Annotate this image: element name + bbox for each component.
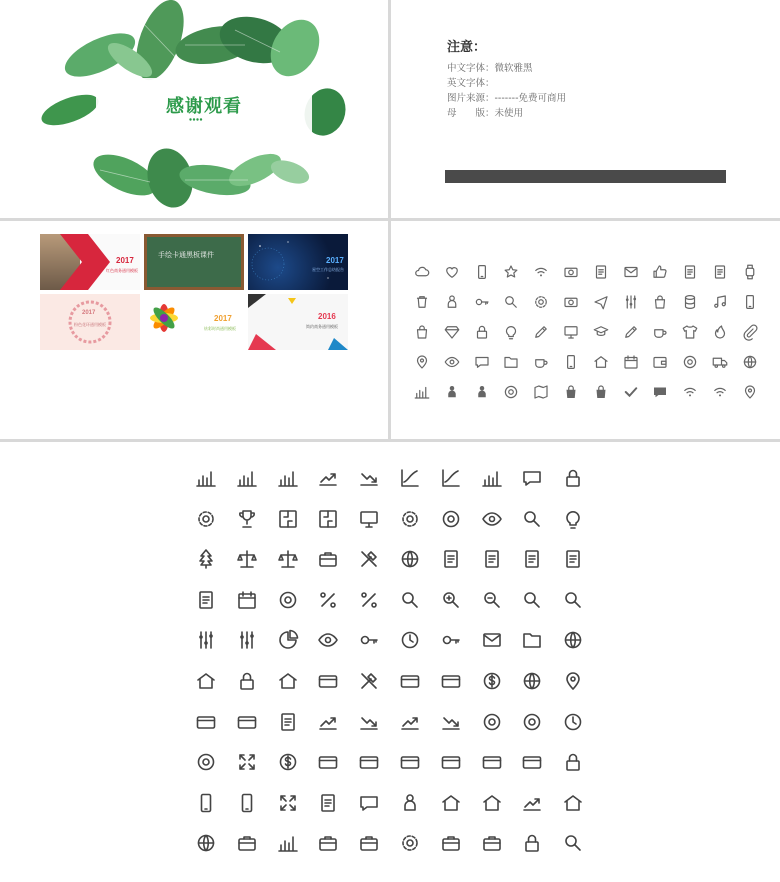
bar-circle-icon — [480, 466, 504, 490]
thumb-subtitle: 手绘卡通黑板课件 — [158, 251, 214, 259]
document-check-icon — [316, 791, 340, 815]
video-camera-icon — [562, 263, 580, 281]
title-dots-decoration — [189, 118, 203, 121]
math-icon — [235, 628, 259, 652]
pencil-icon — [532, 323, 550, 341]
briefcase-globe-icon — [194, 831, 218, 855]
money-icon — [316, 750, 340, 774]
wallet-icon — [651, 353, 669, 371]
briefcase-bars-icon — [276, 831, 300, 855]
thumb-triangle-shapes — [248, 294, 348, 350]
inbox-icon — [502, 353, 520, 371]
info-circle-icon — [276, 588, 300, 612]
coins-up-icon — [316, 710, 340, 734]
satellite-dish-icon — [532, 263, 550, 281]
key-dollar-icon — [439, 628, 463, 652]
sliders-icon — [622, 293, 640, 311]
zoom-in-icon — [439, 588, 463, 612]
credit-card-icon — [357, 750, 381, 774]
mobile-pay-icon — [194, 791, 218, 815]
search-icon — [502, 293, 520, 311]
card-minus-icon — [439, 750, 463, 774]
paperclip-icon — [741, 323, 759, 341]
calculator-icon — [194, 628, 218, 652]
coins-down-icon — [357, 710, 381, 734]
signing-icon — [357, 669, 381, 693]
envelope-icon — [622, 263, 640, 281]
wifi-icon — [681, 383, 699, 401]
brush-icon — [622, 323, 640, 341]
banknotes-icon — [194, 710, 218, 734]
map-pin-icon — [413, 353, 431, 371]
thumb-year: 2017 — [326, 256, 344, 265]
bank-icon — [194, 669, 218, 693]
house-question-icon — [480, 791, 504, 815]
thumb-triangles[interactable] — [248, 294, 348, 350]
tag-icon — [651, 293, 669, 311]
map-icon — [532, 383, 550, 401]
atm-icon — [398, 669, 422, 693]
slide-notice — [391, 0, 780, 218]
folder-dollar-icon — [520, 628, 544, 652]
eye-icon — [316, 628, 340, 652]
piggy-bank-icon — [276, 669, 300, 693]
phone-icon — [562, 353, 580, 371]
fire-icon — [711, 323, 729, 341]
notice-block — [447, 36, 566, 121]
eye-dollar-icon — [480, 507, 504, 531]
music-icon — [711, 293, 729, 311]
key-icon — [473, 293, 491, 311]
thumb-petals[interactable] — [144, 294, 244, 350]
card-lock-icon — [561, 750, 585, 774]
atm-card-icon — [439, 669, 463, 693]
pie-chart-icon — [276, 628, 300, 652]
house-dollar-icon — [439, 791, 463, 815]
zoom-out-icon — [480, 588, 504, 612]
blueprint-icon — [194, 588, 218, 612]
thumb-subtitle: 星空工作总结报告 — [312, 267, 344, 272]
truck-icon — [711, 353, 729, 371]
mobile-globe-icon — [561, 628, 585, 652]
tree-chart-icon — [194, 547, 218, 571]
briefcase-dollar-icon — [357, 831, 381, 855]
expand-icon — [235, 750, 259, 774]
magnifier-dollar-icon — [520, 507, 544, 531]
notice-line-font-en: 英文字体： — [447, 78, 495, 89]
percent-plus-icon — [357, 588, 381, 612]
briefcase-list-icon — [480, 831, 504, 855]
card-cancel-icon — [480, 750, 504, 774]
cup-icon — [532, 353, 550, 371]
percent-icon — [316, 588, 340, 612]
refresh-dollar-icon — [520, 710, 544, 734]
safe-icon — [235, 669, 259, 693]
slide-icon-set-general — [391, 221, 780, 439]
tablet-icon — [473, 263, 491, 281]
eye-icon — [443, 353, 461, 371]
thumb-chalkboard[interactable] — [144, 234, 244, 290]
house-shield-icon — [561, 791, 585, 815]
puzzle-icon — [316, 507, 340, 531]
cloud-icon — [413, 263, 431, 281]
thumb-year: 2017 — [82, 310, 96, 316]
calendar-dollar-icon — [235, 588, 259, 612]
dollar-chat-icon — [357, 791, 381, 815]
diamond-icon — [443, 323, 461, 341]
decline-chart-icon — [439, 710, 463, 734]
bar-chart-icon — [194, 466, 218, 490]
notice-line-image-source: 图片来源：-------免费可商用 — [447, 93, 566, 104]
globe-dollar-icon — [520, 669, 544, 693]
growth-search-icon — [561, 588, 585, 612]
broadcast-icon — [711, 383, 729, 401]
article-icon — [711, 263, 729, 281]
star-icon — [502, 263, 520, 281]
camera-icon — [562, 293, 580, 311]
trophy-icon — [235, 507, 259, 531]
envelope-chart-icon — [480, 628, 504, 652]
calendar-icon — [622, 353, 640, 371]
receipt-icon — [276, 710, 300, 734]
disc-icon — [681, 353, 699, 371]
search-icon — [398, 588, 422, 612]
briefcase-edit-icon — [316, 831, 340, 855]
slide-icon-set-business — [0, 442, 780, 882]
chat-bubbles-icon — [651, 383, 669, 401]
user-icon — [443, 293, 461, 311]
label-icon — [413, 323, 431, 341]
trash-icon — [413, 293, 431, 311]
chart-speech-icon — [520, 466, 544, 490]
coffee-icon — [651, 323, 669, 341]
globe-grid-icon — [398, 547, 422, 571]
cash-stack-icon — [235, 710, 259, 734]
presentation-icon — [357, 507, 381, 531]
thumb-red-chevron — [60, 234, 110, 290]
tickets-icon — [592, 383, 610, 401]
clipboard-icon — [439, 547, 463, 571]
watch-icon — [741, 263, 759, 281]
tshirt-icon — [681, 323, 699, 341]
monitor-icon — [562, 323, 580, 341]
slide-template-thumbnails — [0, 221, 388, 439]
person-growth-icon — [398, 791, 422, 815]
tools-icon — [357, 547, 381, 571]
briefcase-clock-icon — [520, 831, 544, 855]
heart-icon — [443, 263, 461, 281]
scales-icon — [276, 547, 300, 571]
transfer-icon — [276, 791, 300, 815]
thumb-year: 2017 — [214, 314, 232, 323]
signal-bars-icon — [413, 383, 431, 401]
notice-bar — [445, 170, 726, 183]
house-up-icon — [520, 791, 544, 815]
thumb-year: 2017 — [116, 256, 134, 265]
signature-icon — [561, 547, 585, 571]
hourglass-dollar-icon — [398, 628, 422, 652]
invoice-icon — [480, 547, 504, 571]
hand-key-icon — [357, 628, 381, 652]
money-bag-coins-icon — [316, 669, 340, 693]
thumb-starry[interactable] — [248, 234, 348, 290]
megaphone-icon — [741, 293, 759, 311]
thank-you-title: 感谢观看 — [166, 96, 242, 117]
toolbox-icon — [316, 547, 340, 571]
thumb-subtitle: 炫彩时尚通用模板 — [204, 326, 236, 331]
shield-dollar-icon — [480, 669, 504, 693]
thumb-subtitle: 粉色花环通用模板 — [74, 322, 106, 327]
lightbulb-icon — [502, 323, 520, 341]
graduation-cap-icon — [592, 323, 610, 341]
woman-icon — [473, 383, 491, 401]
curve-chart-icon — [398, 466, 422, 490]
database-icon — [681, 293, 699, 311]
man-icon — [443, 383, 461, 401]
clock-chart-icon — [561, 466, 585, 490]
gear-dollar-icon — [398, 507, 422, 531]
checkmark-icon — [622, 383, 640, 401]
jobs-search-icon — [520, 588, 544, 612]
briefcase-tree-icon — [439, 831, 463, 855]
currency-exchange-icon — [194, 750, 218, 774]
gavel-icon — [235, 547, 259, 571]
bar-chart-minus-icon — [276, 466, 300, 490]
exchange-dollar-icon — [480, 710, 504, 734]
bulb-dollar-icon — [561, 507, 585, 531]
bulb-cog-icon — [194, 507, 218, 531]
thumb-subtitle: 红色商务通用模板 — [106, 268, 138, 273]
thumbs-up-icon — [651, 263, 669, 281]
trend-up-icon — [316, 466, 340, 490]
maze-icon — [276, 507, 300, 531]
store-icon — [592, 353, 610, 371]
settings-icon — [532, 293, 550, 311]
globe-icon — [741, 353, 759, 371]
shopping-bags-icon — [741, 383, 759, 401]
picture-icon — [681, 263, 699, 281]
chat-bubble-icon — [473, 353, 491, 371]
area-chart-icon — [357, 466, 381, 490]
briefcase-search-icon — [561, 831, 585, 855]
paper-plane-icon — [592, 293, 610, 311]
location-dollar-icon — [561, 669, 585, 693]
price-tag-icon — [562, 383, 580, 401]
speed-dollar-icon — [561, 710, 585, 734]
report-icon — [520, 547, 544, 571]
target-dollar-icon — [439, 507, 463, 531]
bar-chart-plus-icon — [235, 466, 259, 490]
lifebuoy-icon — [502, 383, 520, 401]
notice-line-master: 母 版：未使用 — [447, 108, 524, 119]
mobile-dollar-icon — [235, 791, 259, 815]
briefcase-chart-icon — [235, 831, 259, 855]
thumb-floral[interactable] — [40, 294, 140, 350]
newspaper-icon — [592, 263, 610, 281]
notice-heading: 注意： — [447, 40, 487, 55]
notice-line-font-cn: 中文字体：微软雅黑 — [447, 63, 533, 74]
slide-thank-you — [0, 0, 388, 218]
card-check-icon — [520, 750, 544, 774]
compress-dollar-icon — [276, 750, 300, 774]
thumb-subtitle: 简约商务通用模板 — [306, 324, 338, 329]
line-chart-icon — [439, 466, 463, 490]
card-add-icon — [398, 750, 422, 774]
briefcase-gear-icon — [398, 831, 422, 855]
thumb-year: 2016 — [318, 312, 336, 321]
growth-chart-icon — [398, 710, 422, 734]
lock-icon — [473, 323, 491, 341]
thumb-red-business[interactable] — [40, 234, 140, 290]
